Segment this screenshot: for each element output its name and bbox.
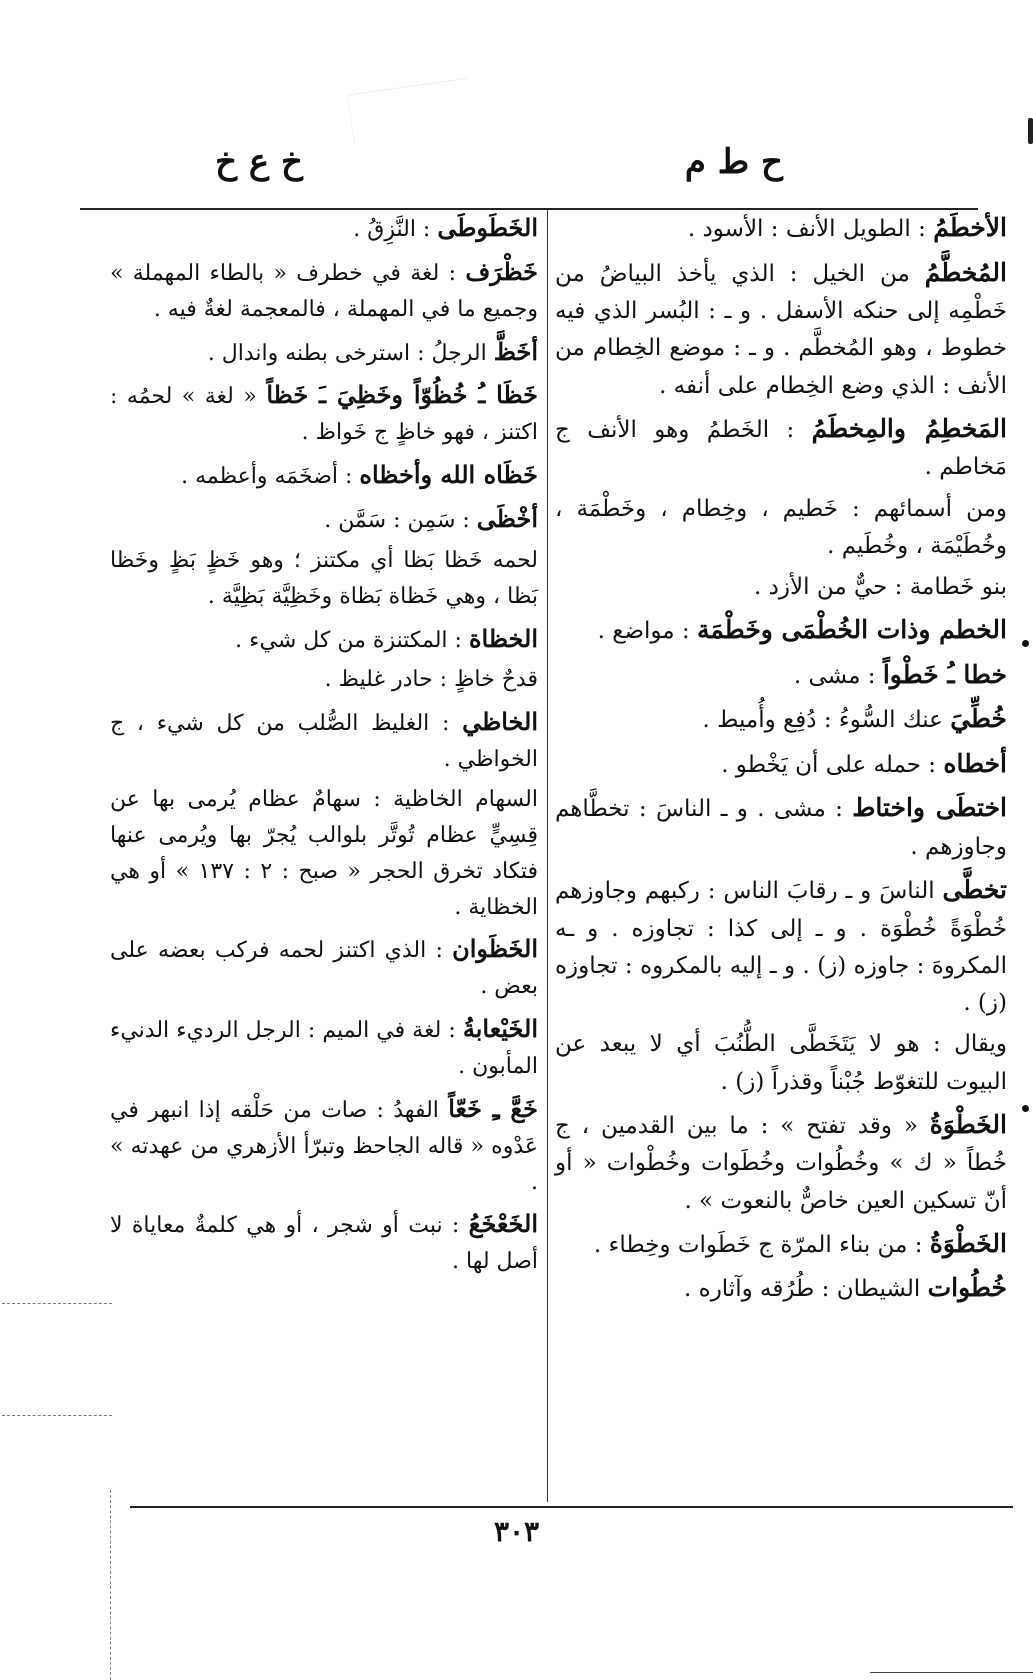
entry-definition: ويقال : هو لا يَتَخَطَّى الطُّنُبَ أي لا يبعد عن البيوت للتغوّط جُبْناً وقذراً (ز) .	[555, 1031, 1007, 1095]
left-column	[110, 208, 538, 1284]
entry-headword: الخَطْوَةُ	[929, 1228, 1007, 1258]
entry-headword: الخَيْعابةُ	[462, 1014, 538, 1044]
entry-headword: اختطَى واختاط	[852, 793, 1007, 823]
scan-line	[2, 1415, 112, 1416]
entry-headword: الخَطَوطَى	[437, 213, 538, 242]
dictionary-entry	[110, 1009, 538, 1085]
entry-definition: : أضخَمَه وأعظمه .	[181, 464, 360, 490]
dictionary-entry	[110, 1089, 538, 1201]
footer-rule	[130, 1506, 1013, 1508]
entry-headword: أخطاه	[943, 748, 1007, 778]
entry-headword: خَظْرَف	[465, 256, 538, 286]
entry-definition: : الذي اكتنز لحمه فركب بعضه على بعض .	[110, 938, 538, 1000]
entry-definition: عنك السُّوءُ : دُفِع وأُميط .	[702, 707, 951, 734]
dictionary-entry	[110, 375, 538, 451]
entry-definition: من الخيل : الذي يأخذ البياضُ من خَطْمِه إلى حنكه الأسفل . و ـ : البُسر الذي فيه خطوط ، وهو المُخطَّم . و ـ : موضع الخِطام من الأنف : الذي وضع الخِطام على أنفه .	[555, 260, 1007, 399]
dictionary-entry	[110, 543, 538, 615]
entry-definition: بنو خَطامة : حيٌّ من الأزد .	[754, 574, 1007, 600]
entry-definition: الناسَ و ـ رقابَ الناس : ركبهم وجاوزهم خُطْوَةً خُطْوَة . و ـ إلى كذا : تجاوزه . و ـه المكروهَ : جاوزه (ز) . و ـ إليه بالمكروه : تجاوزه (ز) .	[555, 878, 1007, 1016]
dictionary-entry	[555, 208, 1007, 249]
entry-headword: الخاظي	[462, 707, 538, 737]
entry-definition: : الطويل الأنف : الأسود .	[687, 216, 934, 242]
entry-headword: أخَظَّ	[493, 336, 538, 366]
dictionary-entry	[110, 1204, 538, 1280]
entry-definition: « لغة » لحمُه : اكتنز ، فهو خاظٍ ج خَواظ .	[110, 384, 538, 446]
dictionary-entry	[110, 208, 538, 248]
scan-dot	[1022, 1105, 1029, 1112]
dictionary-entry	[555, 699, 1007, 740]
dictionary-entry	[110, 619, 538, 659]
dictionary-entry	[555, 655, 1007, 696]
entry-headword: خطا ـُ خَطْواً	[882, 659, 1007, 689]
entry-definition: الفهدُ : صات من حَلْقه إذا انبهر في عَدْوه « قاله الجاحظ وتبرّأ الأزهري من عهدته » .	[110, 1097, 538, 1195]
entry-definition: : مشى . و ـ الناسَ : تخطَّاهم وجاوزهم .	[555, 796, 1007, 860]
entry-definition: ومن أسمائهم : خَطيم ، وخِطام ، وخَطْمَة ، وخُطَيْمَة ، وخُطَيم .	[555, 495, 1007, 559]
entry-definition: الرجلُ : استرخى بطنه واندال .	[207, 340, 494, 366]
dictionary-entry	[555, 409, 1007, 487]
dictionary-entry	[110, 499, 538, 539]
scan-dot	[1022, 640, 1029, 647]
left-column-header: خ ع خ	[215, 142, 303, 182]
dictionary-entry	[555, 1105, 1007, 1220]
scan-edge-mark	[1028, 118, 1033, 144]
dictionary-entry	[555, 1026, 1007, 1101]
entry-definition: : المكتنزة من كل شيء .	[235, 627, 469, 653]
dictionary-entry	[110, 929, 538, 1005]
entry-headword: خُطِّيَ	[950, 704, 1007, 734]
entry-definition: : من بناء المرّة ج خَطَوات وخِطاء .	[593, 1231, 930, 1258]
dictionary-entry	[110, 252, 538, 328]
dictionary-entry	[110, 455, 538, 495]
entry-headword: الخظاة	[468, 623, 538, 653]
dictionary-entry	[555, 610, 1007, 651]
dictionary-entry	[555, 1224, 1007, 1265]
entry-headword: خَظَاه الله وأخظاه	[359, 460, 538, 490]
scan-line	[2, 1303, 112, 1304]
entry-headword: خَظَا ـُ خُظُوّاً وخَظِيَ ـَ خَظاً	[266, 380, 539, 410]
entry-headword: خُطُوات	[927, 1273, 1007, 1303]
entry-definition: : الغليظ الصُّلب من كل شيء ، ج الخواظي .	[110, 711, 538, 773]
entry-definition: : النَّزِقُ .	[353, 217, 438, 242]
entry-definition: : نبت أو شجر ، أو هي كلمةٌ معاياة لا أصل لها .	[110, 1213, 538, 1275]
dictionary-entry	[110, 782, 538, 925]
footer-short-rule	[870, 1672, 1033, 1673]
dictionary-entry	[555, 744, 1007, 785]
entry-definition: : مواضع .	[597, 618, 697, 645]
entry-headword: المَخطِمُ والمِخطَمُ	[811, 413, 1007, 443]
dictionary-entry	[110, 702, 538, 778]
entry-headword: الخَظَوان	[452, 934, 538, 964]
entry-headword: أخْظَى	[476, 504, 538, 534]
entry-definition: : الخَطمُ وهو الأنف ج مَخاطم .	[555, 416, 1007, 481]
entry-headword: المُخطَّمُ	[924, 257, 1007, 287]
entry-headword: الخَعْخَعُ	[468, 1209, 538, 1239]
dictionary-entry	[110, 332, 538, 372]
scan-smudge	[347, 78, 474, 145]
page-number: ٣٠٣	[493, 1515, 540, 1548]
dictionary-entry	[555, 253, 1007, 405]
entry-definition: قدحٌ خاظٍ : حادر غليظ .	[324, 667, 538, 693]
entry-definition: : حمله على أن يَخْطو .	[721, 751, 944, 778]
column-divider	[547, 210, 548, 1502]
dictionary-entry	[555, 1268, 1007, 1309]
dictionary-entry	[555, 870, 1007, 1022]
entry-definition: « وقد تفتح » : ما بين القدمين ، ج خُطاً « ك » وخُطُوات وخُطَوات وخُطْوات « أو أنّ تسكين العين خاصٌّ بالنعوت » .	[555, 1112, 1007, 1214]
entry-definition: : لغة في الميم : الرجل الرديء الدنيء المأبون .	[110, 1018, 538, 1080]
entry-headword: خَعَّ ـِ خَعّاً	[448, 1093, 539, 1123]
dictionary-entry	[110, 662, 538, 698]
entry-headword: تخطَّى	[942, 875, 1007, 904]
entry-headword: الأخطَمُ	[933, 213, 1007, 242]
entry-definition: السهام الخاظية : سهامٌ عظام يُرمى بها عن قِسِيٍّ عظام تُوتَّر بلوالب يُجرّ بها ويُرمى عنها فتكاد تخرق الحجر « صبح : ٢ : ١٣٧ » أو هي الخظاية .	[110, 787, 539, 920]
dictionary-entry	[555, 788, 1007, 866]
entry-definition: : لغة في خطرف « بالطاء المهملة » وجميع ما في المهملة ، فالمعجمة لغةٌ فيه .	[110, 260, 538, 322]
dictionary-entry	[555, 491, 1007, 566]
entry-definition: لحمه خَظا بَظا أي مكتنز ؛ وهو خَظٍ بَظٍ وخَظا بَظا ، وهي خَظاة بَظاة وخَظِيَّة بَظِيَّة .	[110, 547, 538, 609]
dictionary-entry	[555, 569, 1007, 606]
entry-headword: الخَطْوَةُ	[929, 1109, 1007, 1139]
entry-definition: : مشى .	[793, 662, 883, 689]
entry-definition: : سَمِن : سَمَّن .	[324, 508, 477, 534]
entry-headword: الخطم وذات الخُطْمَى وخَطْمَة	[696, 615, 1007, 645]
entry-definition: الشيطان : طُرُقه وآثاره .	[684, 1276, 928, 1303]
right-column-header: ح ط م	[684, 142, 783, 182]
right-column	[555, 208, 1007, 1313]
